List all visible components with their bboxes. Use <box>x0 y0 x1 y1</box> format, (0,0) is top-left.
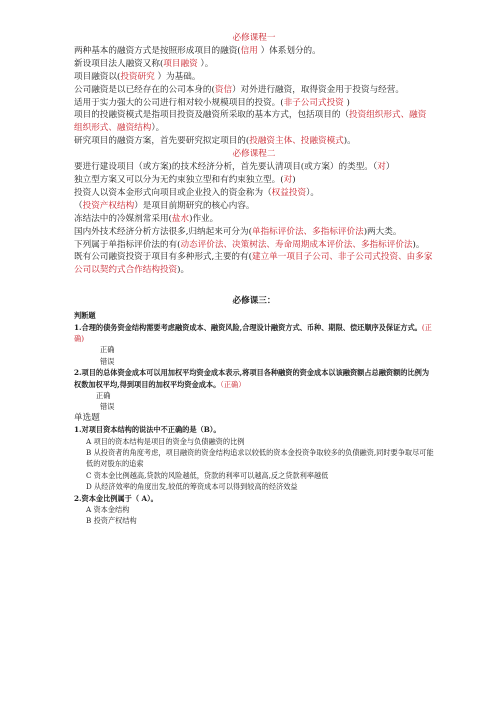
section-1-body <box>74 45 434 148</box>
s1-line: 公司融资是以已经存在的公司本身的(资信）对外进行融资，取得资金用于投资与经营。 <box>74 84 404 95</box>
s1-line: 研究项目的融资方案，首先要研究拟定项目的(投融资主体、投融资模式)。 <box>74 136 356 147</box>
answer-mark: （正确） <box>220 379 246 389</box>
s1-line: 项目融资以(投资研究 ）为基础。 <box>74 71 201 82</box>
option-false[interactable]: 错误 <box>100 402 115 412</box>
s1-line: 项目的投融资模式是指项目投资及融资所采取的基本方式，包括项目的（投资组织形式、融资组织形式、融资结构）。 <box>74 110 427 134</box>
answer-text: 对 <box>283 174 293 185</box>
option-d[interactable]: D 从经济效率的角度出发,较低的筹资成本可以得到较高的经济效益 <box>86 482 298 492</box>
option-b[interactable]: B 投资产权结构 <box>86 516 137 526</box>
s1-line: 适用于实力强大的公司进行相对较小规模项目的投资。(非子公司式投资 ) <box>74 97 350 108</box>
answer-text: 权益投资 <box>271 187 307 198</box>
section-title-3: 必修课三： <box>232 296 276 307</box>
answer-text: 投资组织形式、融资组织形式、融资结构 <box>74 110 427 134</box>
answer-text: 项目融资 <box>163 58 198 69</box>
s2-line: 投资人以资本金形式向项目或企业投入的资金称为（权益投资）。 <box>74 187 319 198</box>
section-title-2: 必修课程二 <box>232 149 276 160</box>
s1-line: 两种基本的融资方式是按照形成项目的融资(信用 ）体系划分的。 <box>74 45 321 56</box>
document-page <box>74 32 434 527</box>
s2-line: 冻结法中的冷媒剂常采用(盐水)作业。 <box>74 213 219 224</box>
section-title-1: 必修课程一 <box>232 33 276 43</box>
option-c[interactable]: C 资本金比例越高,贷款的风险越低，贷款的利率可以越高,反之贷款利率越低 <box>86 470 329 480</box>
judge-question-1: 1.合理的债务资金结构需要考虑融资成本、融资风险,合理设计融资方式、币种、期限、偿还顺序及保证方式。(正确) <box>74 322 432 343</box>
s2-line: 独立型方案又可以分为无约束独立型和有约束独立型。(对) <box>74 174 296 185</box>
s2-line: （投资产权结构）是项目前期研究的核心内容。 <box>74 200 255 211</box>
judge-heading: 判断题 <box>74 311 96 321</box>
single-choice-heading: 单选题 <box>74 412 100 423</box>
option-true[interactable]: 正确 <box>100 345 115 355</box>
s2-line: 既有公司融资投资于项目有多种形式,主要的有(建立单一项目子公司、非子公司式投资、由多家公司以契约式合作结构投资)。 <box>74 252 433 276</box>
single-question-1: 1.对项目资本结构的说法中不正确的是（B）。 <box>74 425 221 435</box>
answer-mark: (正确) <box>74 322 432 343</box>
answer-text: 盐水 <box>171 213 190 224</box>
answer-text: 对 <box>377 162 386 173</box>
single-question-2: 2.资本金比例属于（ A）。 <box>74 493 158 503</box>
answer-text: 非子公司式投资 <box>283 97 344 108</box>
answer-text: 建立单一项目子公司、非子公司式投资、由多家公司以契约式合作结构投资 <box>74 252 433 276</box>
answer-text: 投资产权结构 <box>82 200 135 211</box>
judge-question-2: 2.项目的总体资金成本可以用加权平均资金成本表示,将项目各种融资的资金成本以该融资额占总融资额的比例为权数加权平均,得到项目的加权平均资金成本。（正确） <box>74 368 430 389</box>
section-2-body <box>74 161 434 277</box>
option-b[interactable]: B 从投资者的角度考虑，项目融资的资金结构追求以较低的资本金投资争取较多的负债融资,同时要争取尽可能低的对股东的追索 <box>86 448 434 469</box>
answer-text: 投资研究 <box>120 71 155 82</box>
answer-text: 投融资主体、投融资模式 <box>249 136 344 147</box>
answer-text: 资信 <box>214 84 233 95</box>
s2-line: 国内外技术经济分析方法很多,归纳起来可分为(单指标评价法、多指标评价法)两大类。 <box>74 226 402 237</box>
answer-text: 单指标评价法、多指标评价法 <box>251 226 364 237</box>
option-a[interactable]: A 项目的资本结构是项目的资金与负债融资的比例 <box>86 436 245 446</box>
answer-text: 信用 <box>240 45 258 56</box>
option-true[interactable]: 正确 <box>96 390 111 400</box>
option-a[interactable]: A 资本金结构 <box>86 505 130 515</box>
s2-line: 下列属于单指标评价法的有(动态评价法、决策树法、寿命周期成本评价法、多指标评价法)。 <box>74 239 425 250</box>
s1-line: 新设项目法人融资又称(项目融资 ）。 <box>74 58 214 69</box>
answer-text: 动态评价法、决策树法、寿命周期成本评价法、多指标评价法 <box>180 239 413 250</box>
option-false[interactable]: 错误 <box>100 356 115 366</box>
s2-line: 要进行建设项目（或方案)的技术经济分析，首先要认清项目(或方案）的类型。（对） <box>74 162 395 173</box>
section-3-body <box>74 310 434 527</box>
